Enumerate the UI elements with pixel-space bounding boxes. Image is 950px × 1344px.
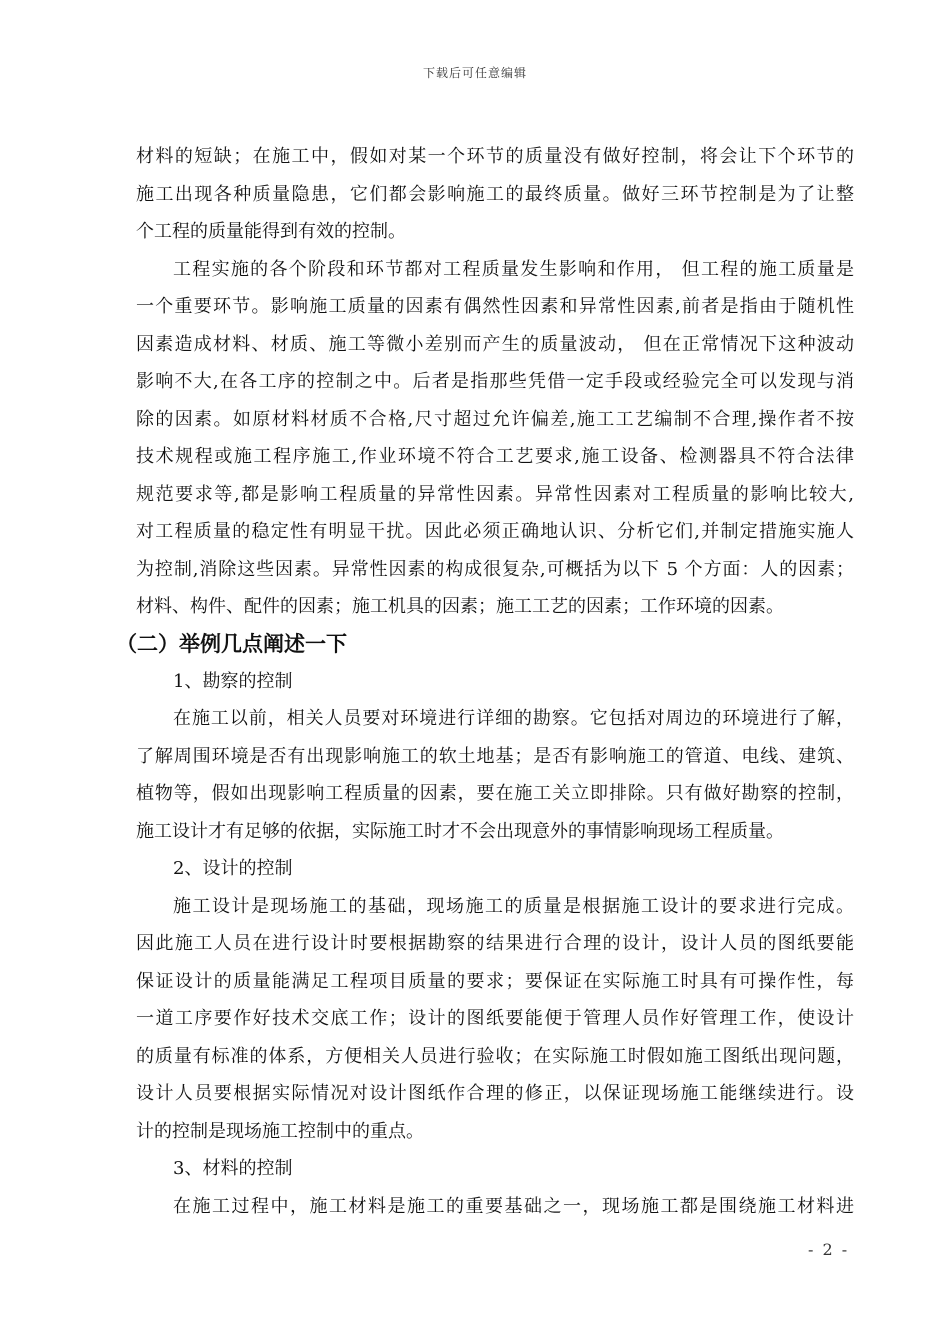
paragraph-line: 设计人员要根据实际情况对设计图纸作合理的修正，以保证现场施工能继续进行。设 (136, 1083, 854, 1104)
subsection-title: 2、设计的控制 (173, 858, 293, 879)
paragraph-first-line: 在施工以前，相关人员要对环境进行详细的勘察。它包括对周边的环境进行了解， (173, 708, 854, 729)
paragraph-line: 一个重要环节。影响施工质量的因素有偶然性因素和异常性因素,前者是指由于随机性 (136, 296, 854, 317)
page-header: 下载后可任意编辑 (422, 66, 527, 80)
paragraph-first-line: 工程实施的各个阶段和环节都对工程质量发生影响和作用， 但工程的施工质量是 (173, 258, 854, 280)
paragraph-line: 因素造成材料、材质、施工等微小差别而产生的质量波动， 但在正常情况下这种波动 (136, 333, 854, 355)
section-heading: （二）举例几点阐述一下 (116, 631, 347, 656)
paragraph-line: 技术规程或施工程序施工,作业环境不符合工艺要求,施工设备、检测器具不符合法律 (136, 446, 854, 467)
paragraph-line: 材料、构件、配件的因素；施工机具的因素；施工工艺的因素；工作环境的因素。 (136, 596, 784, 617)
paragraph-line: 材料的短缺；在施工中，假如对某一个环节的质量没有做好控制，将会让下个环节的 (136, 146, 854, 167)
paragraph-line: 除的因素。如原材料材质不合格,尺寸超过允许偏差,施工工艺编制不合理,操作者不按 (136, 408, 854, 430)
paragraph-line: 施工出现各种质量隐患，它们都会影响施工的最终质量。做好三环节控制是为了让整 (136, 183, 854, 205)
page-number: - 2 - (808, 1240, 850, 1259)
paragraph-line: 保证设计的质量能满足工程项目质量的要求；要保证在实际施工时具有可操作性，每 (136, 970, 854, 992)
paragraph-line: 规范要求等,都是影响工程质量的异常性因素。异常性因素对工程质量的影响比较大, (136, 483, 854, 505)
paragraph-line: 一道工序要作好技术交底工作；设计的图纸要能便于管理人员作好管理工作，使设计 (136, 1008, 854, 1029)
paragraph-line: 为控制,消除这些因素。异常性因素的构成很复杂,可概括为以下 5 个方面：人的因素； (136, 558, 854, 580)
paragraph-line: 个工程的质量能得到有效的控制。 (136, 221, 406, 242)
document-body (116, 138, 854, 1225)
paragraph-first-line: 在施工过程中，施工材料是施工的重要基础之一，现场施工都是围绕施工材料进 (173, 1195, 854, 1217)
paragraph-line: 对工程质量的稳定性有明显干扰。因此必须正确地认识、分析它们,并制定措施实施人 (136, 521, 854, 542)
paragraph-line: 因此施工人员在进行设计时要根据勘察的结果进行合理的设计，设计人员的图纸要能 (136, 933, 854, 954)
paragraph-line: 施工设计才有足够的依据，实际施工时才不会出现意外的事情影响现场工程质量。 (136, 820, 784, 842)
subsection-title: 1、勘察的控制 (173, 670, 293, 692)
paragraph-line: 了解周围环境是否有出现影响施工的软土地基；是否有影响施工的管道、电线、建筑、 (136, 745, 854, 767)
subsection-title: 3、材料的控制 (173, 1158, 293, 1179)
paragraph-line: 植物等，假如出现影响工程质量的因素，要在施工关立即排除。只有做好勘察的控制， (136, 783, 854, 804)
paragraph-line: 计的控制是现场施工控制中的重点。 (136, 1120, 424, 1142)
paragraph-first-line: 施工设计是现场施工的基础，现场施工的质量是根据施工设计的要求进行完成。 (173, 895, 854, 917)
paragraph-line: 的质量有标准的体系，方便相关人员进行验收；在实际施工时假如施工图纸出现问题， (136, 1045, 854, 1067)
paragraph-line: 影响不大,在各工序的控制之中。后者是指那些凭借一定手段或经验完全可以发现与消 (136, 371, 854, 392)
